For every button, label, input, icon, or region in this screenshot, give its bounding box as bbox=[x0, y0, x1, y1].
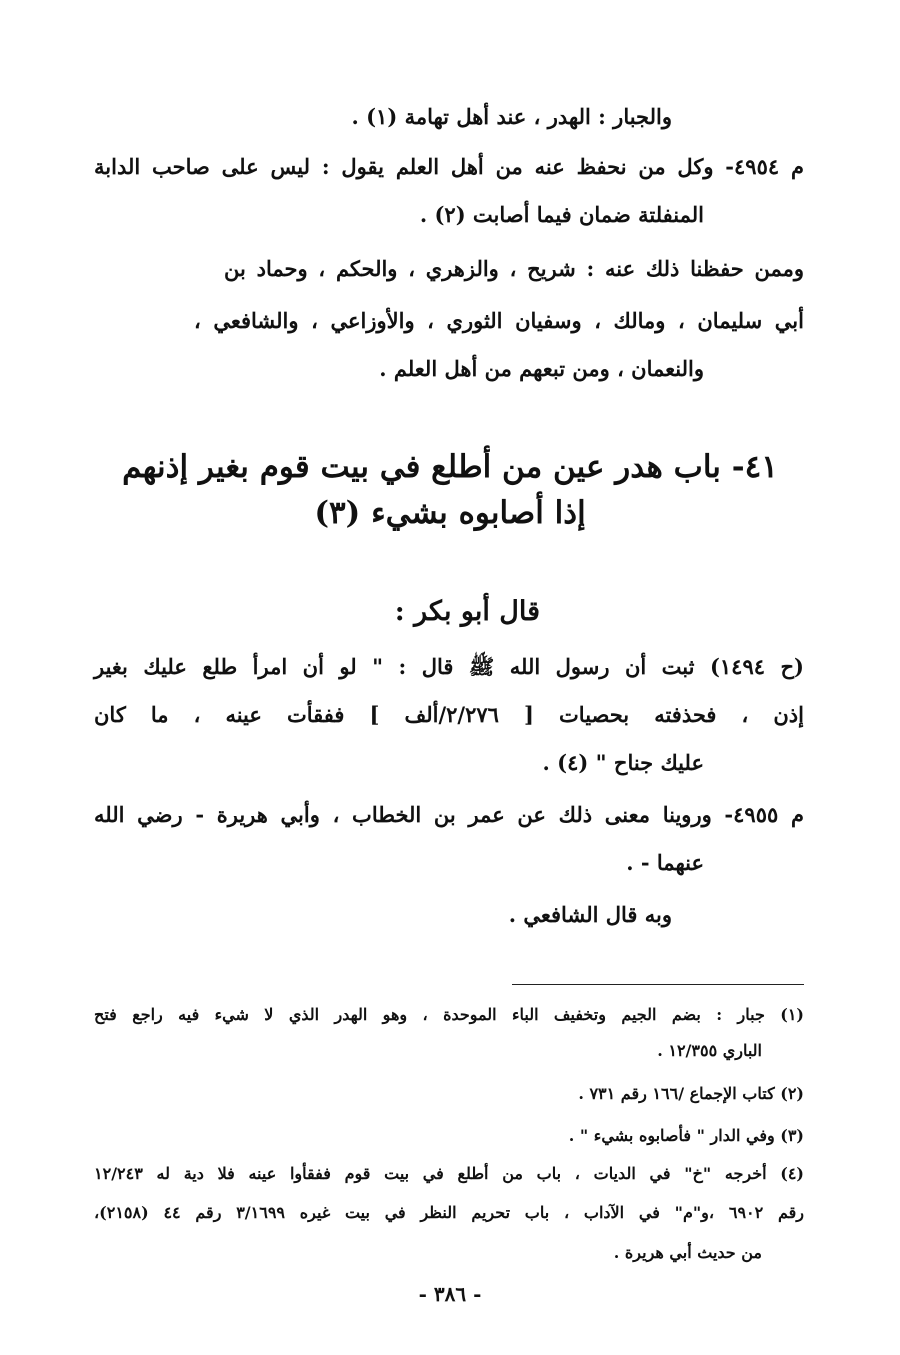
footnote-divider bbox=[512, 984, 804, 985]
hadith-line-2: إذن ، فحذفته بحصيات [ ٢/٢٧٦/ألف ] ففقأت عينه ، ما كان bbox=[94, 702, 804, 727]
chapter-title-line-2: إذا أصابوه بشيء (٣) bbox=[314, 495, 586, 531]
text-line-3: المنفلتة ضمان فيما أصابت (٢) . bbox=[419, 202, 704, 227]
footnote-2: (٢) كتاب الإجماع /١٦٦ رقم ٧٣١ . bbox=[578, 1084, 804, 1103]
speaker-label: قال أبو بكر : bbox=[394, 596, 540, 627]
footnote-4-line-3: من حديث أبي هريرة . bbox=[613, 1243, 762, 1262]
text-line-1: والجبار : الهدر ، عند أهل تهامة (١) . bbox=[351, 104, 672, 129]
footnote-4-line-1: (٤) أخرجه "خ" في الديات ، باب من أطلع في بيت قوم ففقأوا عينه فلا دية له ١٢/٢٤٣ bbox=[94, 1164, 804, 1183]
text-line-5: أبي سليمان ، ومالك ، وسفيان الثوري ، والأوزاعي ، والشافعي ، bbox=[194, 308, 804, 333]
footnote-1-line-1: (١) جبار : بضم الجيم وتخفيف الباء الموحدة ، وهو الهدر الذي لا شيء فيه راجع فتح bbox=[94, 1005, 804, 1024]
text-line-4: وممن حفظنا ذلك عنه : شريح ، والزهري ، والحكم ، وحماد بن bbox=[224, 256, 804, 281]
text-line-7: م ٤٩٥٥- وروينا معنى ذلك عن عمر بن الخطاب ، وأبي هريرة - رضي الله bbox=[94, 802, 804, 827]
hadith-line-1: (ح ١٤٩٤) ثبت أن رسول الله ﷺ قال : " لو أن امرأ طلع عليك بغير bbox=[94, 654, 804, 679]
footnote-1-line-2: الباري ١٢/٣٥٥ . bbox=[657, 1041, 762, 1060]
text-line-8: عنهما - . bbox=[626, 850, 704, 875]
text-line-2: م ٤٩٥٤- وكل من نحفظ عنه من أهل العلم يقول : ليس على صاحب الدابة bbox=[94, 154, 804, 179]
hadith-line-3: عليك جناح " (٤) . bbox=[542, 750, 704, 775]
text-line-9: وبه قال الشافعي . bbox=[508, 902, 672, 927]
text-line-6: والنعمان ، ومن تبعهم من أهل العلم . bbox=[379, 356, 704, 381]
page-number: - ٣٨٦ - bbox=[418, 1282, 482, 1306]
footnote-3: (٣) وفي الدار " فأصابوه بشيء " . bbox=[568, 1126, 804, 1145]
footnote-4-line-2: رقم ٦٩٠٢ ،و"م" في الآداب ، باب تحريم النظر في بيت غيره ٣/١٦٩٩ رقم ٤٤ (٢١٥٨)، bbox=[94, 1203, 805, 1222]
chapter-title-line-1: ٤١- باب هدر عين من أطلع في بيت قوم بغير إذنهم bbox=[122, 449, 778, 485]
